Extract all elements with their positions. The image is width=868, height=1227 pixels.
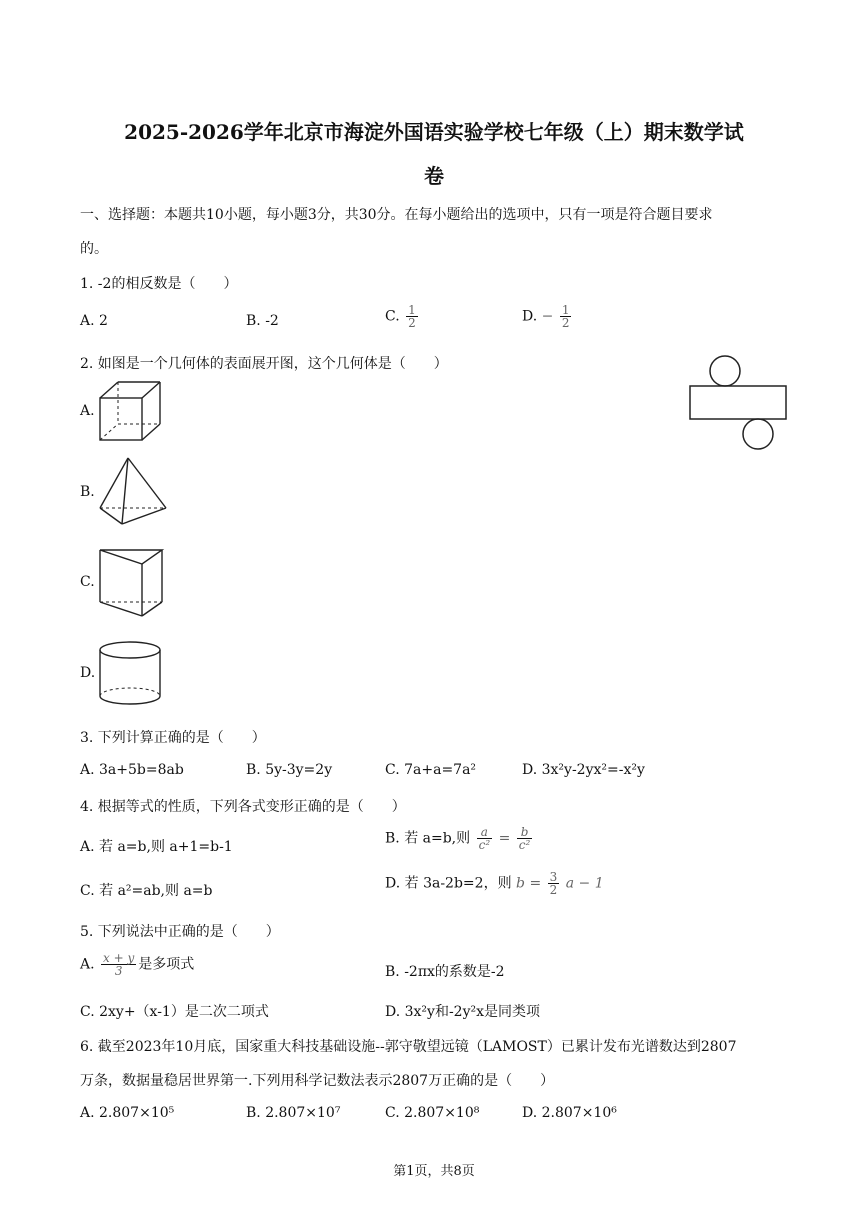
cylinder-figure xyxy=(98,640,164,708)
q1-c-fraction: $\frac{1}{2}$ xyxy=(408,303,416,330)
question-3-stem: 3. 下列计算正确的是（ ） xyxy=(80,730,266,746)
q1-d-fraction: $\frac{1}{2}$ xyxy=(561,303,570,330)
q4-b-fraction-left: $\frac{a}{\text{c²}}$ xyxy=(478,825,491,852)
question-6-stem: 6. 截至2023年10月底，国家重大科技基础设施--郭守敬望远镜（LAMOST）已累计发布光谱数达到2807 xyxy=(80,1039,737,1055)
q5-a-label: A. xyxy=(80,956,95,973)
q2-option-c-label: C. xyxy=(80,574,95,590)
question-2-stem: 2. 如图是一个几何体的表面展开图，这个几何体是（ ） xyxy=(80,356,448,372)
question-5-stem: 5. 下列说法中正确的是（ ） xyxy=(80,924,280,940)
q6-option-b: B. 2.807×10⁷ xyxy=(246,1105,341,1121)
q6-option-a: A. 2.807×10⁵ xyxy=(80,1105,175,1121)
q1-c-label: C. xyxy=(385,308,400,325)
q1-option-d xyxy=(522,304,573,329)
q4-d-lhs: b = xyxy=(516,875,542,892)
q4-b-equals: = xyxy=(498,830,511,847)
q4-option-b xyxy=(385,826,534,851)
q3-option-d: D. 3x²y-2yx²=-x²y xyxy=(522,762,645,778)
q4-d-prefix: D. 若 3a-2b=2，则 xyxy=(385,875,512,892)
cube-figure xyxy=(98,380,164,442)
q6-option-c: C. 2.807×10⁸ xyxy=(385,1105,480,1121)
q4-option-d xyxy=(385,871,604,896)
page-title-continued: 卷 xyxy=(424,164,444,188)
q5-option-d: D. 3x²y和-2y²x是同类项 xyxy=(385,1004,541,1020)
q2-option-a-label: A. xyxy=(80,403,95,419)
question-6-stem-continued: 万条，数据量稳居世界第一.下列用科学记数法表示2807万正确的是（ ） xyxy=(80,1073,555,1089)
q4-option-c: C. 若 a²=ab,则 a=b xyxy=(80,883,213,899)
q1-option-c xyxy=(385,304,420,329)
page-title: 2025-2026学年北京市海淀外国语实验学校七年级（上）期末数学试 xyxy=(124,120,744,144)
q5-option-b: B. -2πx的系数是-2 xyxy=(385,964,505,980)
section-heading: 一、选择题：本题共10小题，每小题3分，共30分。在每小题给出的选项中，只有一项是符合题目要求 xyxy=(80,207,713,223)
q4-d-rhs: a − 1 xyxy=(565,875,604,892)
q4-b-fraction-right: $\frac{b}{\text{c²}}$ xyxy=(518,825,531,852)
page-footer: 第1页，共8页 xyxy=(393,1164,475,1179)
q3-option-a: A. 3a+5b=8ab xyxy=(80,762,184,778)
q6-option-d: D. 2.807×10⁶ xyxy=(522,1105,617,1121)
q1-option-b: B. -2 xyxy=(246,313,279,329)
q5-option-c: C. 2xy+（x-1）是二次二项式 xyxy=(80,1004,269,1020)
q3-option-c: C. 7a+a=7a² xyxy=(385,762,477,778)
pyramid-figure xyxy=(98,456,168,528)
q4-b-prefix: B. 若 a=b,则 xyxy=(385,830,471,847)
q2-option-b-label: B. xyxy=(80,484,95,500)
section-heading-continued: 的。 xyxy=(80,241,108,257)
q5-a-fraction: $\frac{x + y}{3}$ xyxy=(103,951,135,978)
question-4-stem: 4. 根据等式的性质，下列各式变形正确的是（ ） xyxy=(80,799,406,815)
question-1-stem: 1. -2的相反数是（ ） xyxy=(80,276,238,292)
net-figure xyxy=(688,354,788,452)
q5-a-suffix: 是多项式 xyxy=(138,956,195,973)
q4-option-a: A. 若 a=b,则 a+1=b-1 xyxy=(80,839,233,855)
prism-figure xyxy=(98,546,164,618)
q2-option-d-label: D. xyxy=(80,665,96,681)
q1-option-a: A. 2 xyxy=(80,313,108,329)
q3-option-b: B. 5y-3y=2y xyxy=(246,762,333,778)
q5-option-a xyxy=(80,952,194,977)
q1-d-sign: − xyxy=(541,308,554,325)
q4-d-fraction: $\frac{3}{2}$ xyxy=(549,870,558,897)
q1-d-label: D. xyxy=(522,308,538,325)
